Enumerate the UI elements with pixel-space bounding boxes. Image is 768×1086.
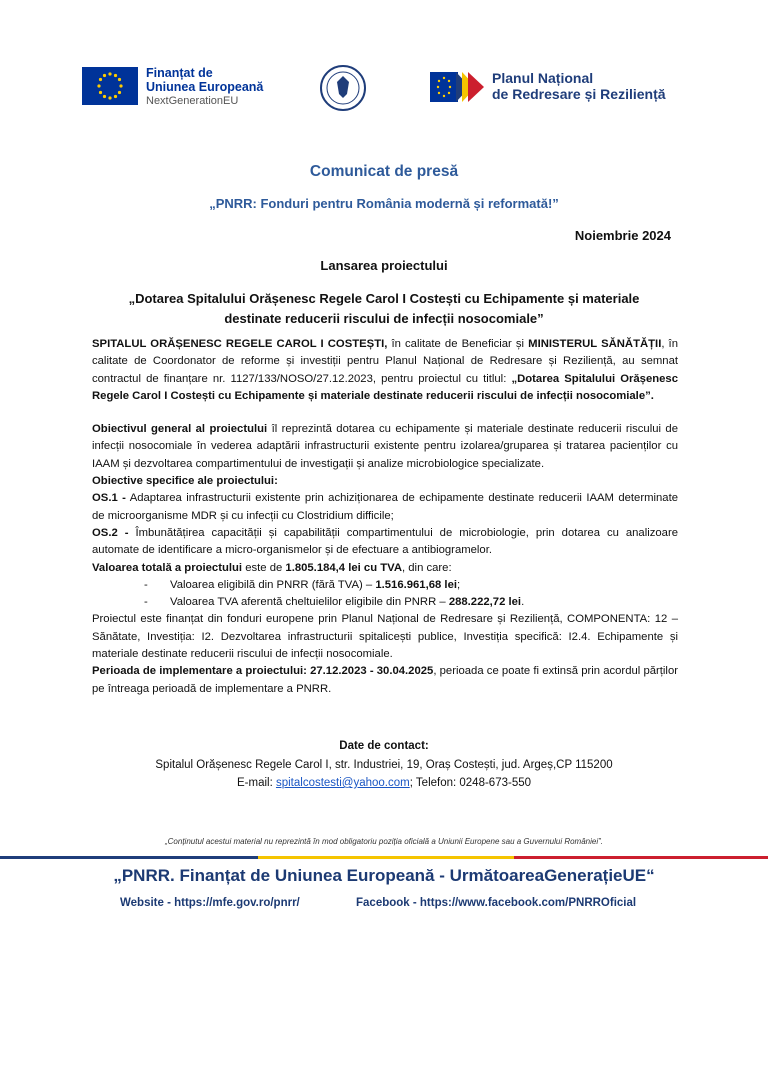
press-body — [92, 336, 678, 698]
period-text: , perioada ce poate fi extinsă prin acordul părților pe întreaga perioadă de implementare a PNRR. — [92, 665, 678, 695]
vat-value-amount: 288.222,72 lei — [448, 596, 522, 609]
eligible-value-amount: 1.516.961,68 lei — [375, 578, 457, 591]
beneficiary-name: SPITALUL ORĂȘENESC REGELE CAROL I COSTEȘTI, — [92, 338, 388, 350]
os1-label: OS.1 - — [92, 492, 126, 505]
list-item — [92, 577, 678, 594]
eu-flag-logo — [82, 67, 138, 105]
value-paragraph — [92, 560, 678, 577]
pnrr-label — [492, 70, 666, 102]
objective-paragraph — [92, 421, 678, 473]
pnrr-logo-icon — [430, 70, 486, 104]
footer-divider-yellow — [258, 856, 514, 859]
os2-label: OS.2 - — [92, 526, 129, 539]
os1-text: Adaptarea infrastructurii existente prin achiziționarea de echipamente destinate reducerii IAAM determinate de microorganisme MDR și cu infecții cu Clostridium difficile; — [92, 492, 678, 522]
project-title: „Dotarea Spitalului Orășenesc Regele Carol I Costești cu Echipamente și materiale destinate reducerii riscului de infecții nosocomiale” — [128, 291, 640, 326]
press-date: Noiembrie 2024 — [574, 228, 671, 243]
footer-website: Website - https://mfe.gov.ro/pnrr/ — [120, 897, 300, 909]
footer-divider-blue — [0, 856, 258, 859]
email-link[interactable]: spitalcostesti@yahoo.com — [275, 777, 410, 789]
pnrr-line-1: Planul Național — [492, 70, 594, 86]
email-label: E-mail: — [236, 777, 276, 789]
eligible-value-end: ; — [457, 578, 461, 591]
period-label: Perioada de implementare a proiectului: 27.12.2023 - 30.04.2025 — [92, 665, 434, 678]
period-paragraph — [92, 663, 678, 698]
ministry-name: MINISTERUL SĂNĂTĂȚII — [528, 338, 662, 350]
phone-text: ; Telefon: 0248-673-550 — [409, 777, 532, 789]
intro-paragraph — [92, 336, 678, 405]
footer-divider-red — [514, 856, 768, 859]
os1-paragraph — [92, 490, 678, 525]
page-subtitle: „PNRR: Fonduri pentru România modernă și reformată!” — [209, 196, 559, 211]
vat-value-end: . — [521, 596, 525, 609]
pnrr-line-2: de Redresare și Reziliență — [492, 86, 666, 102]
list-dash: - — [144, 596, 148, 609]
launch-heading: Lansarea proiectului — [320, 258, 448, 273]
intro-text-1: în calitate de Beneficiar și — [387, 338, 529, 350]
specific-objectives-label: Obiective specifice ale proiectului: — [92, 475, 278, 488]
os2-paragraph — [92, 525, 678, 560]
eu-funding-label — [146, 66, 263, 108]
eu-line-2: Uniunea Europeană — [146, 80, 264, 94]
objective-label: Obiectivul general al proiectului — [92, 423, 268, 436]
os2-text: Îmbunătățirea capacității și capabilității compartimentului de microbiologie, prin dotarea cu analizoare automate de identificare a micro-organismelor și de efectuare a antibiogramelor. — [92, 526, 678, 557]
value-amount: 1.805.184,4 lei cu TVA — [285, 561, 402, 574]
contact-heading: Date de contact: — [339, 740, 429, 752]
value-label: Valoarea totală a proiectului — [92, 561, 243, 574]
page-title: Comunicat de presă — [309, 163, 459, 180]
list-item — [92, 594, 678, 611]
objective-text: îl reprezintă dotarea cu echipamente și materiale destinate reducerii riscului de infecții nosocomiale în vederea adaptării infrastructurii existente pentru izolarea/gruparea și tratarea pacienților cu IAAM și dezvoltarea compartimentului de investigații și analize microbiologice specializate. — [92, 423, 678, 470]
government-seal-icon — [319, 64, 367, 112]
contact-address: Spitalul Orășenesc Regele Carol I, str. Industriei, 19, Oraș Costești, jud. Argeș,CP 115200 — [155, 759, 613, 771]
eu-line-1: Finanțat de — [146, 66, 213, 80]
list-dash: - — [144, 578, 148, 591]
value-text-2: , din care: — [402, 561, 452, 574]
vat-value-label: Valoarea TVA aferentă cheltuielilor eligibile din PNRR – — [170, 596, 449, 609]
intro-text-2: , în calitate de Coordonator de reforme și investiții pentru Planul Național de Redresare și Reziliență, au semnat contractul de finanțare nr. 1127/133/NOSO/27.12.2023, pentru proiectul cu titlul: — [92, 338, 678, 385]
footer-title: „PNRR. Finanțat de Uniunea Europeană - UrmătoareaGenerațieUE“ — [113, 866, 655, 885]
contact-details — [0, 777, 768, 789]
intro-project-title: „Dotarea Spitalului Orășenesc Regele Carol I Costești cu Echipamente și materiale destinate reducerii riscului de infecții nosocomiale”. — [92, 372, 679, 402]
footer-facebook: Facebook - https://www.facebook.com/PNRROficial — [356, 897, 637, 909]
value-text-1: este de — [242, 561, 286, 574]
eligible-value-label: Valoarea eligibilă din PNRR (fără TVA) – — [170, 578, 376, 591]
disclaimer: „Conținutul acestui material nu reprezintă în mod obligatoriu poziția oficială a Uniunii Europene sau a Guvernului României”. — [164, 837, 603, 846]
eu-line-3: NextGenerationEU — [146, 95, 239, 107]
funding-paragraph: Proiectul este finanțat din fonduri europene prin Planul Național de Redresare și Reziliență, COMPONENTA: 12 – Sănătate, Investiția: I2. Dezvoltarea infrastructurii spitalicești publice, Investiția specifică: I2.4. Echipamente și materiale destinate reducerii riscului de infecții nosocomiale. — [92, 613, 678, 661]
